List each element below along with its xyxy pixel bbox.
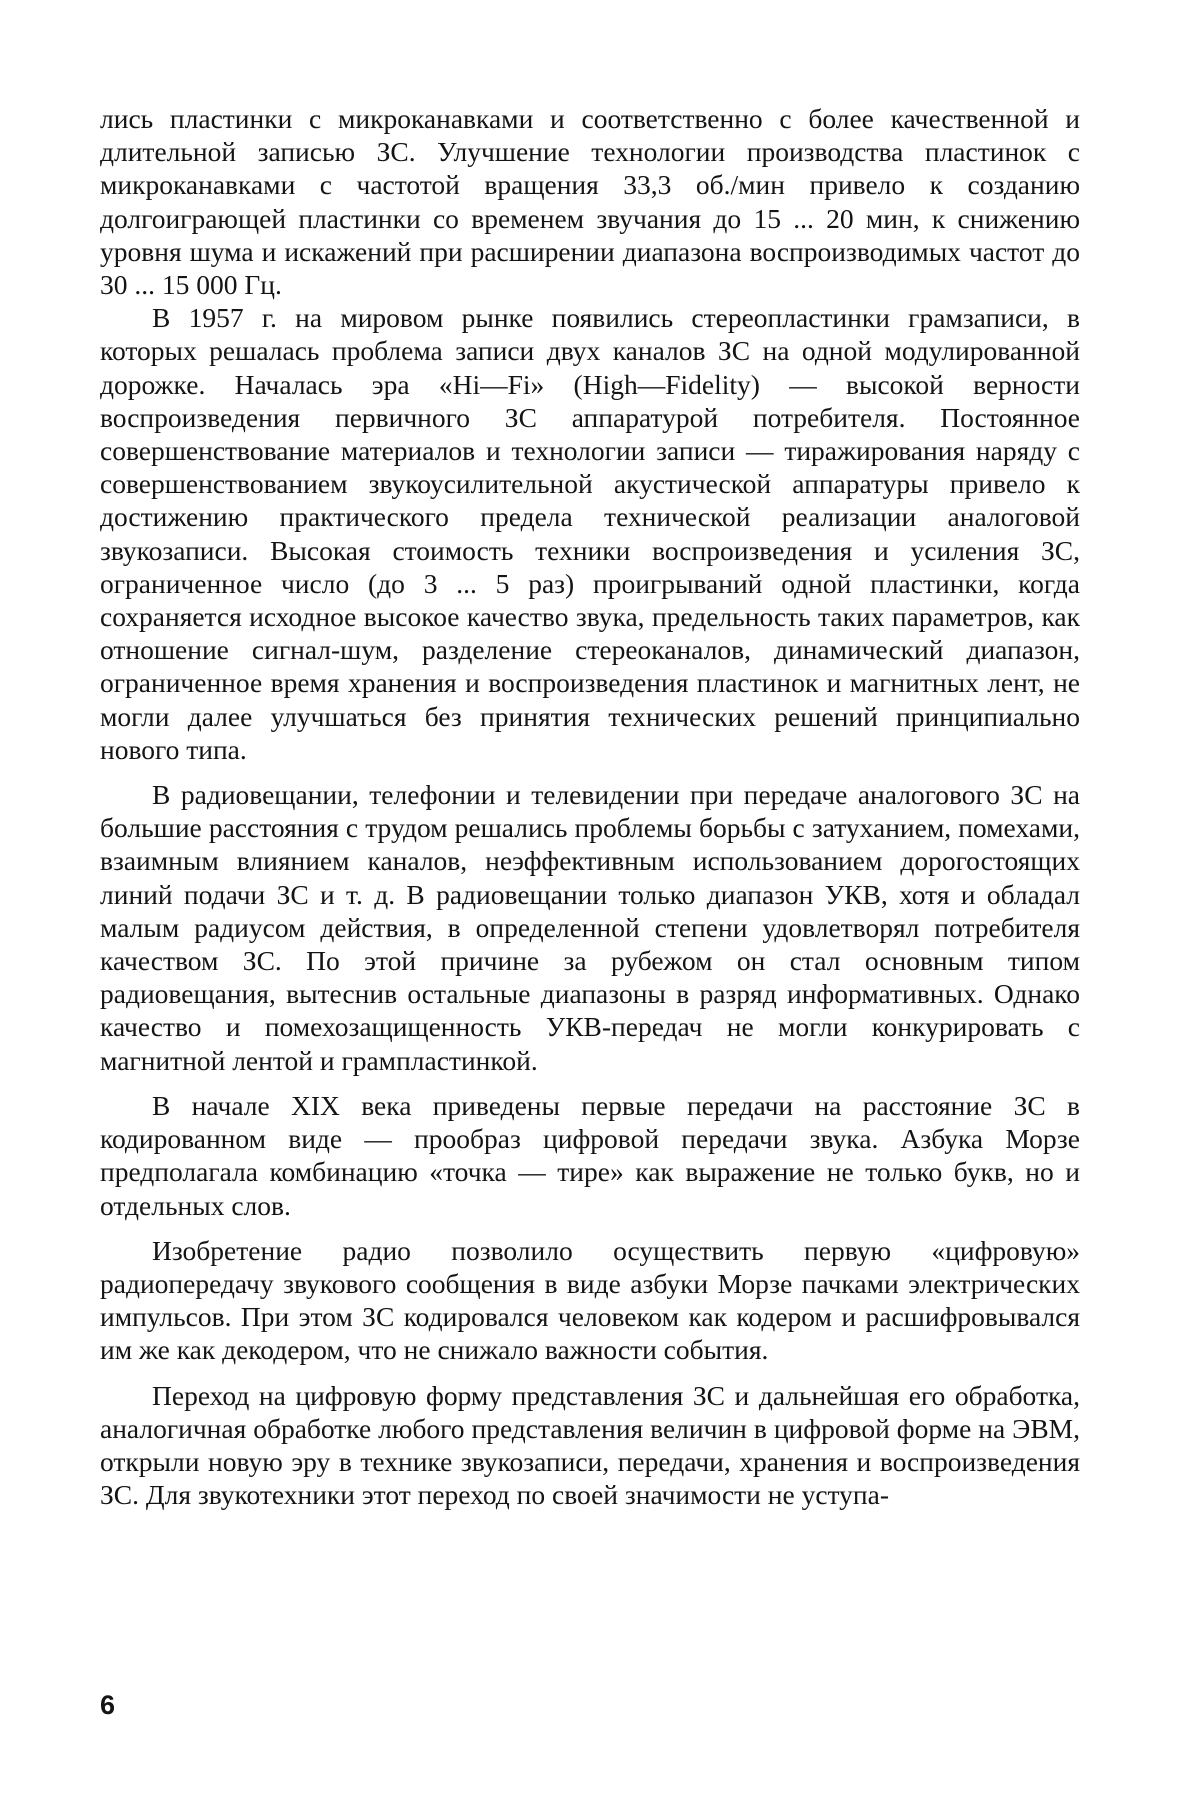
paragraph-stereo-records: В 1957 г. на мировом рынке появились стереопластинки грамзаписи, в которых решалась проблема записи двух каналов ЗС на одной модулированной дорожке. Началась эра «Hi—Fi» (High—Fidelity) — высокой верности воспроизведения первичного ЗС аппаратурой потребителя. Постоянное совершенствование материалов и технологии записи — тиражирования наряду с совершенствованием звукоусилительной акустической аппаратуры привело к достижению практического предела технической реализации аналоговой звукозаписи. Высокая стоимость техники воспроизведения и усиления ЗС, ограниченное число (до 3 ... 5 раз) проигрываний одной пластинки, когда сохраняется исходное высокое качество звука, предельность таких параметров, как отношение сигнал-шум, разделение стереоканалов, динамический диапазон, ограниченное время хранения и воспроизведения пластинок и магнитных лент, не могли далее улучшаться без принятия технических решений принципиально нового типа. <box>100 302 1080 765</box>
paragraph-radio-invention: Изобретение радио позволило осуществить первую «цифровую» радиопередачу звукового сообщения в виде азбуки Морзе пачками электрических импульсов. При этом ЗС кодировался человеком как кодером и расшифровывался им же как декодером, что не снижало важности события. <box>100 1234 1080 1366</box>
paragraph-digital-transition: Переход на цифровую форму представления ЗС и дальнейшая его обработка, аналогичная обработке любого представления величин в цифровой форме на ЭВМ, открыли новую эру в технике звукозаписи, передачи, хранения и воспроизведения ЗС. Для звукотехники этот переход по своей значимости не уступа- <box>100 1379 1080 1511</box>
body-text <box>100 102 1080 1511</box>
page-number: 6 <box>100 1690 116 1720</box>
paragraph-continuation: лись пластинки с микроканавками и соответственно с более качественной и длительной записью ЗС. Улучшение технологии производства пластинок с микроканавками с частотой вращения 33,3 об./мин привело к созданию долгоиграющей пластинки со временем звучания до 15 ... 20 мин, к снижению уровня шума и искажений при расширении диапазона воспроизводимых частот до 30 ... 15 000 Гц. <box>100 103 1080 301</box>
paragraph-broadcasting: В радиовещании, телефонии и телевидении при передаче аналогового ЗС на большие расстояния с трудом решались проблемы борьбы с затуханием, помехами, взаимным влиянием каналов, неэффективным использованием дорогостоящих линий подачи ЗС и т. д. В радиовещании только диапазон УКВ, хотя и обладал малым радиусом действия, в определенной степени удовлетворял потребителя качеством ЗС. По этой причине за рубежом он стал основным типом радиовещания, вытеснив остальные диапазоны в разряд информативных. Однако качество и помехозащищенность УКВ-передач не могли конкурировать с магнитной лентой и грампластинкой. <box>100 779 1080 1076</box>
paragraph-morse-code: В начале XIX века приведены первые передачи на расстояние ЗС в кодированном виде — прообраз цифровой передачи звука. Азбука Морзе предполагала комбинацию «точка — тире» как выражение не только букв, но и отдельных слов. <box>100 1089 1080 1221</box>
